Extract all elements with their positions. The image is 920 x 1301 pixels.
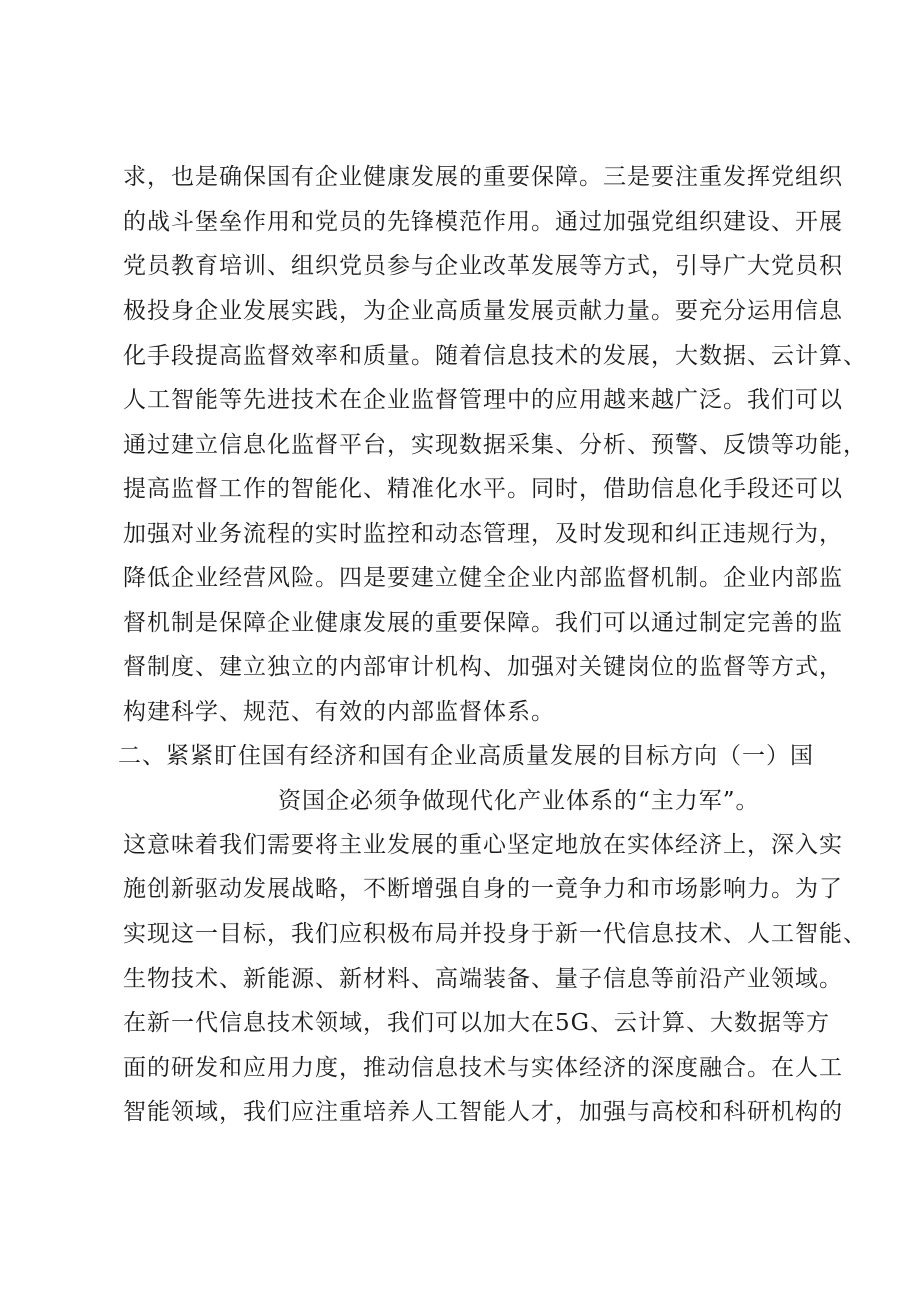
text-line: 加强对业务流程的实时监控和动态管理，及时发现和纠正违规行为， [123, 521, 843, 547]
section-heading-continued: 资国企必须争做现代化产业体系的“主力军”。 [278, 788, 760, 814]
text-line: 督制度、建立独立的内部审计机构、加强对关键岗位的监督等方式， [123, 654, 843, 680]
text-line: 降低企业经营风险。四是要建立健全企业内部监督机制。企业内部监 [123, 565, 843, 591]
text-line: 施创新驱动发展战略，不断增强自身的一竟争力和市场影响力。为了 [123, 876, 843, 902]
text-line: 党员教育培训、组织党员参与企业改革发展等方式，引导广大党员积 [123, 253, 843, 279]
text-line: 生物技术、新能源、新材料、高端装备、量子信息等前沿产业领域。 [123, 966, 843, 992]
text-line: 提高监督工作的智能化、精准化水平。同时，借助信息化手段还可以 [123, 476, 843, 502]
text-line: 求，也是确保国有企业健康发展的重要保障。三是要注重发挥党组织 [123, 164, 843, 190]
text-line: 在新一代信息技术领域，我们可以加大在5G、云计算、大数据等方 [123, 1010, 831, 1036]
section-heading: 二、紧紧盯住国有经济和国有企业高质量发展的目标方向（一）国 [118, 743, 814, 769]
text-line: 构建科学、规范、有效的内部监督体系。 [123, 699, 555, 725]
text-line: 的战斗堡垒作用和党员的先锋模范作用。通过加强党组织建设、开展 [123, 209, 843, 235]
text-line: 督机制是保障企业健康发展的重要保障。我们可以通过制定完善的监 [123, 610, 843, 636]
text-line: 化手段提高监督效率和质量。随着信息技术的发展，大数据、云计算、 [123, 343, 867, 369]
text-line: 人工智能等先进技术在企业监督管理中的应用越来越广泛。我们可以 [123, 387, 843, 413]
text-line: 实现这一目标，我们应积极布局并投身于新一代信息技术、人工智能、 [123, 921, 867, 947]
text-line: 通过建立信息化监督平台，实现数据采集、分析、预警、反馈等功能， [123, 432, 867, 458]
text-line: 面的研发和应用力度，推动信息技术与实体经济的深度融合。在人工 [123, 1055, 843, 1081]
text-line: 这意味着我们需要将主业发展的重心坚定地放在实体经济上，深入实 [123, 832, 843, 858]
text-line: 智能领域，我们应注重培养人工智能人才，加强与高校和科研机构的 [123, 1099, 843, 1125]
text-line: 极投身企业发展实践，为企业高质量发展贡献力量。要充分运用信息 [123, 298, 843, 324]
